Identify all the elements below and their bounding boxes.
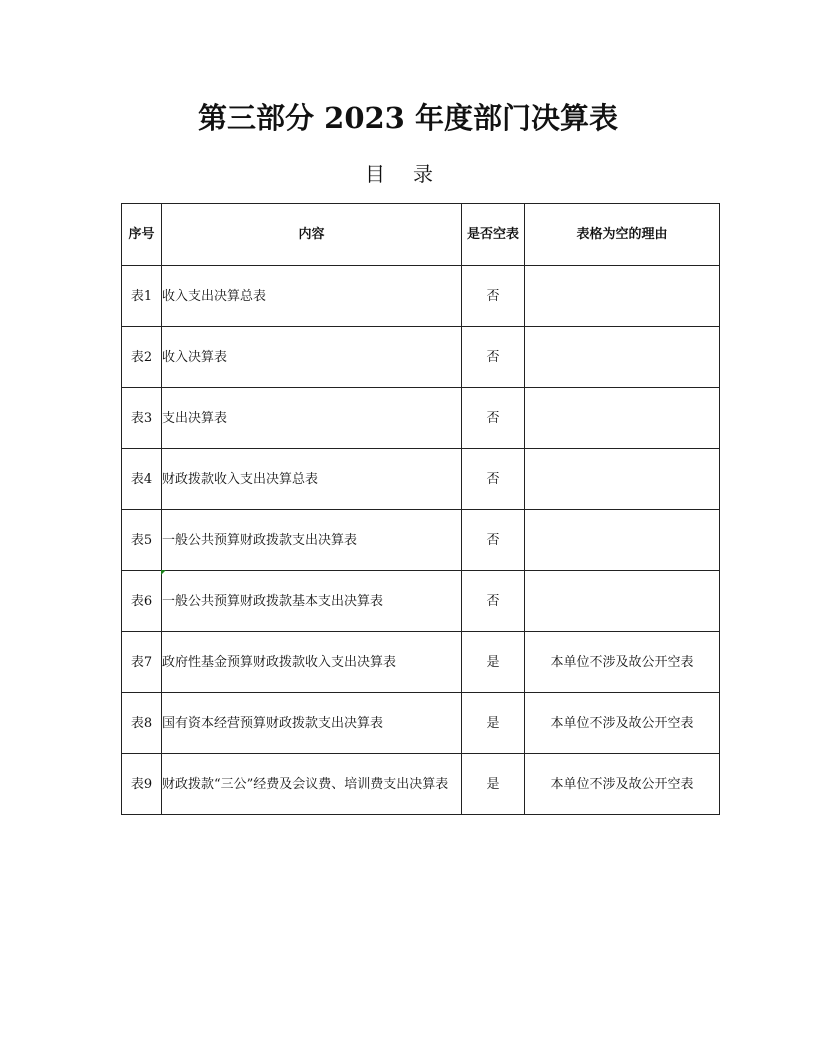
row-is-empty: 否 [462, 266, 525, 327]
row-reason [525, 388, 720, 449]
header-seq: 序号 [122, 204, 162, 266]
row-reason: 本单位不涉及故公开空表 [525, 632, 720, 693]
row-is-empty: 否 [462, 388, 525, 449]
row-reason [525, 449, 720, 510]
toc-subtitle: 目录 [365, 162, 461, 186]
table-row [122, 510, 720, 571]
row-seq: 表3 [122, 388, 162, 449]
row-content: 收入支出决算总表 [162, 266, 462, 327]
table-row [122, 693, 720, 754]
row-content: 财政拨款“三公”经费及会议费、培训费支出决算表 [162, 754, 462, 815]
row-reason [525, 510, 720, 571]
toc-table [121, 203, 720, 815]
row-content: 一般公共预算财政拨款基本支出决算表 [162, 593, 384, 609]
row-is-empty: 否 [462, 571, 525, 632]
row-content: 支出决算表 [162, 388, 462, 449]
row-seq: 表6 [122, 571, 162, 632]
table-row [122, 754, 720, 815]
table-row [122, 388, 720, 449]
row-is-empty: 是 [462, 632, 525, 693]
row-seq: 表8 [122, 693, 162, 754]
cell-comment-marker [161, 570, 166, 575]
table-row [122, 571, 720, 632]
row-content: 财政拨款收入支出决算总表 [162, 449, 462, 510]
row-seq: 表4 [122, 449, 162, 510]
row-is-empty: 否 [462, 327, 525, 388]
row-seq: 表2 [122, 327, 162, 388]
table-header-row [122, 204, 720, 266]
row-seq: 表1 [122, 266, 162, 327]
row-reason: 本单位不涉及故公开空表 [525, 693, 720, 754]
table-row [122, 449, 720, 510]
page-title: 第三部分 2023 年度部门决算表 [198, 101, 618, 135]
row-seq: 表9 [122, 754, 162, 815]
header-reason: 表格为空的理由 [525, 204, 720, 266]
row-reason [525, 266, 720, 327]
row-content: 国有资本经营预算财政拨款支出决算表 [162, 693, 462, 754]
row-content: 收入决算表 [162, 327, 462, 388]
row-is-empty: 否 [462, 510, 525, 571]
row-reason [525, 571, 720, 632]
table-row [122, 266, 720, 327]
row-reason: 本单位不涉及故公开空表 [525, 754, 720, 815]
row-content-cell [162, 571, 462, 632]
row-is-empty: 否 [462, 449, 525, 510]
row-reason [525, 327, 720, 388]
row-content: 政府性基金预算财政拨款收入支出决算表 [162, 632, 462, 693]
header-content: 内容 [162, 204, 462, 266]
header-is-empty: 是否空表 [462, 204, 525, 266]
table-row [122, 327, 720, 388]
row-is-empty: 是 [462, 693, 525, 754]
row-is-empty: 是 [462, 754, 525, 815]
table-row [122, 632, 720, 693]
row-seq: 表7 [122, 632, 162, 693]
row-seq: 表5 [122, 510, 162, 571]
row-content: 一般公共预算财政拨款支出决算表 [162, 510, 462, 571]
